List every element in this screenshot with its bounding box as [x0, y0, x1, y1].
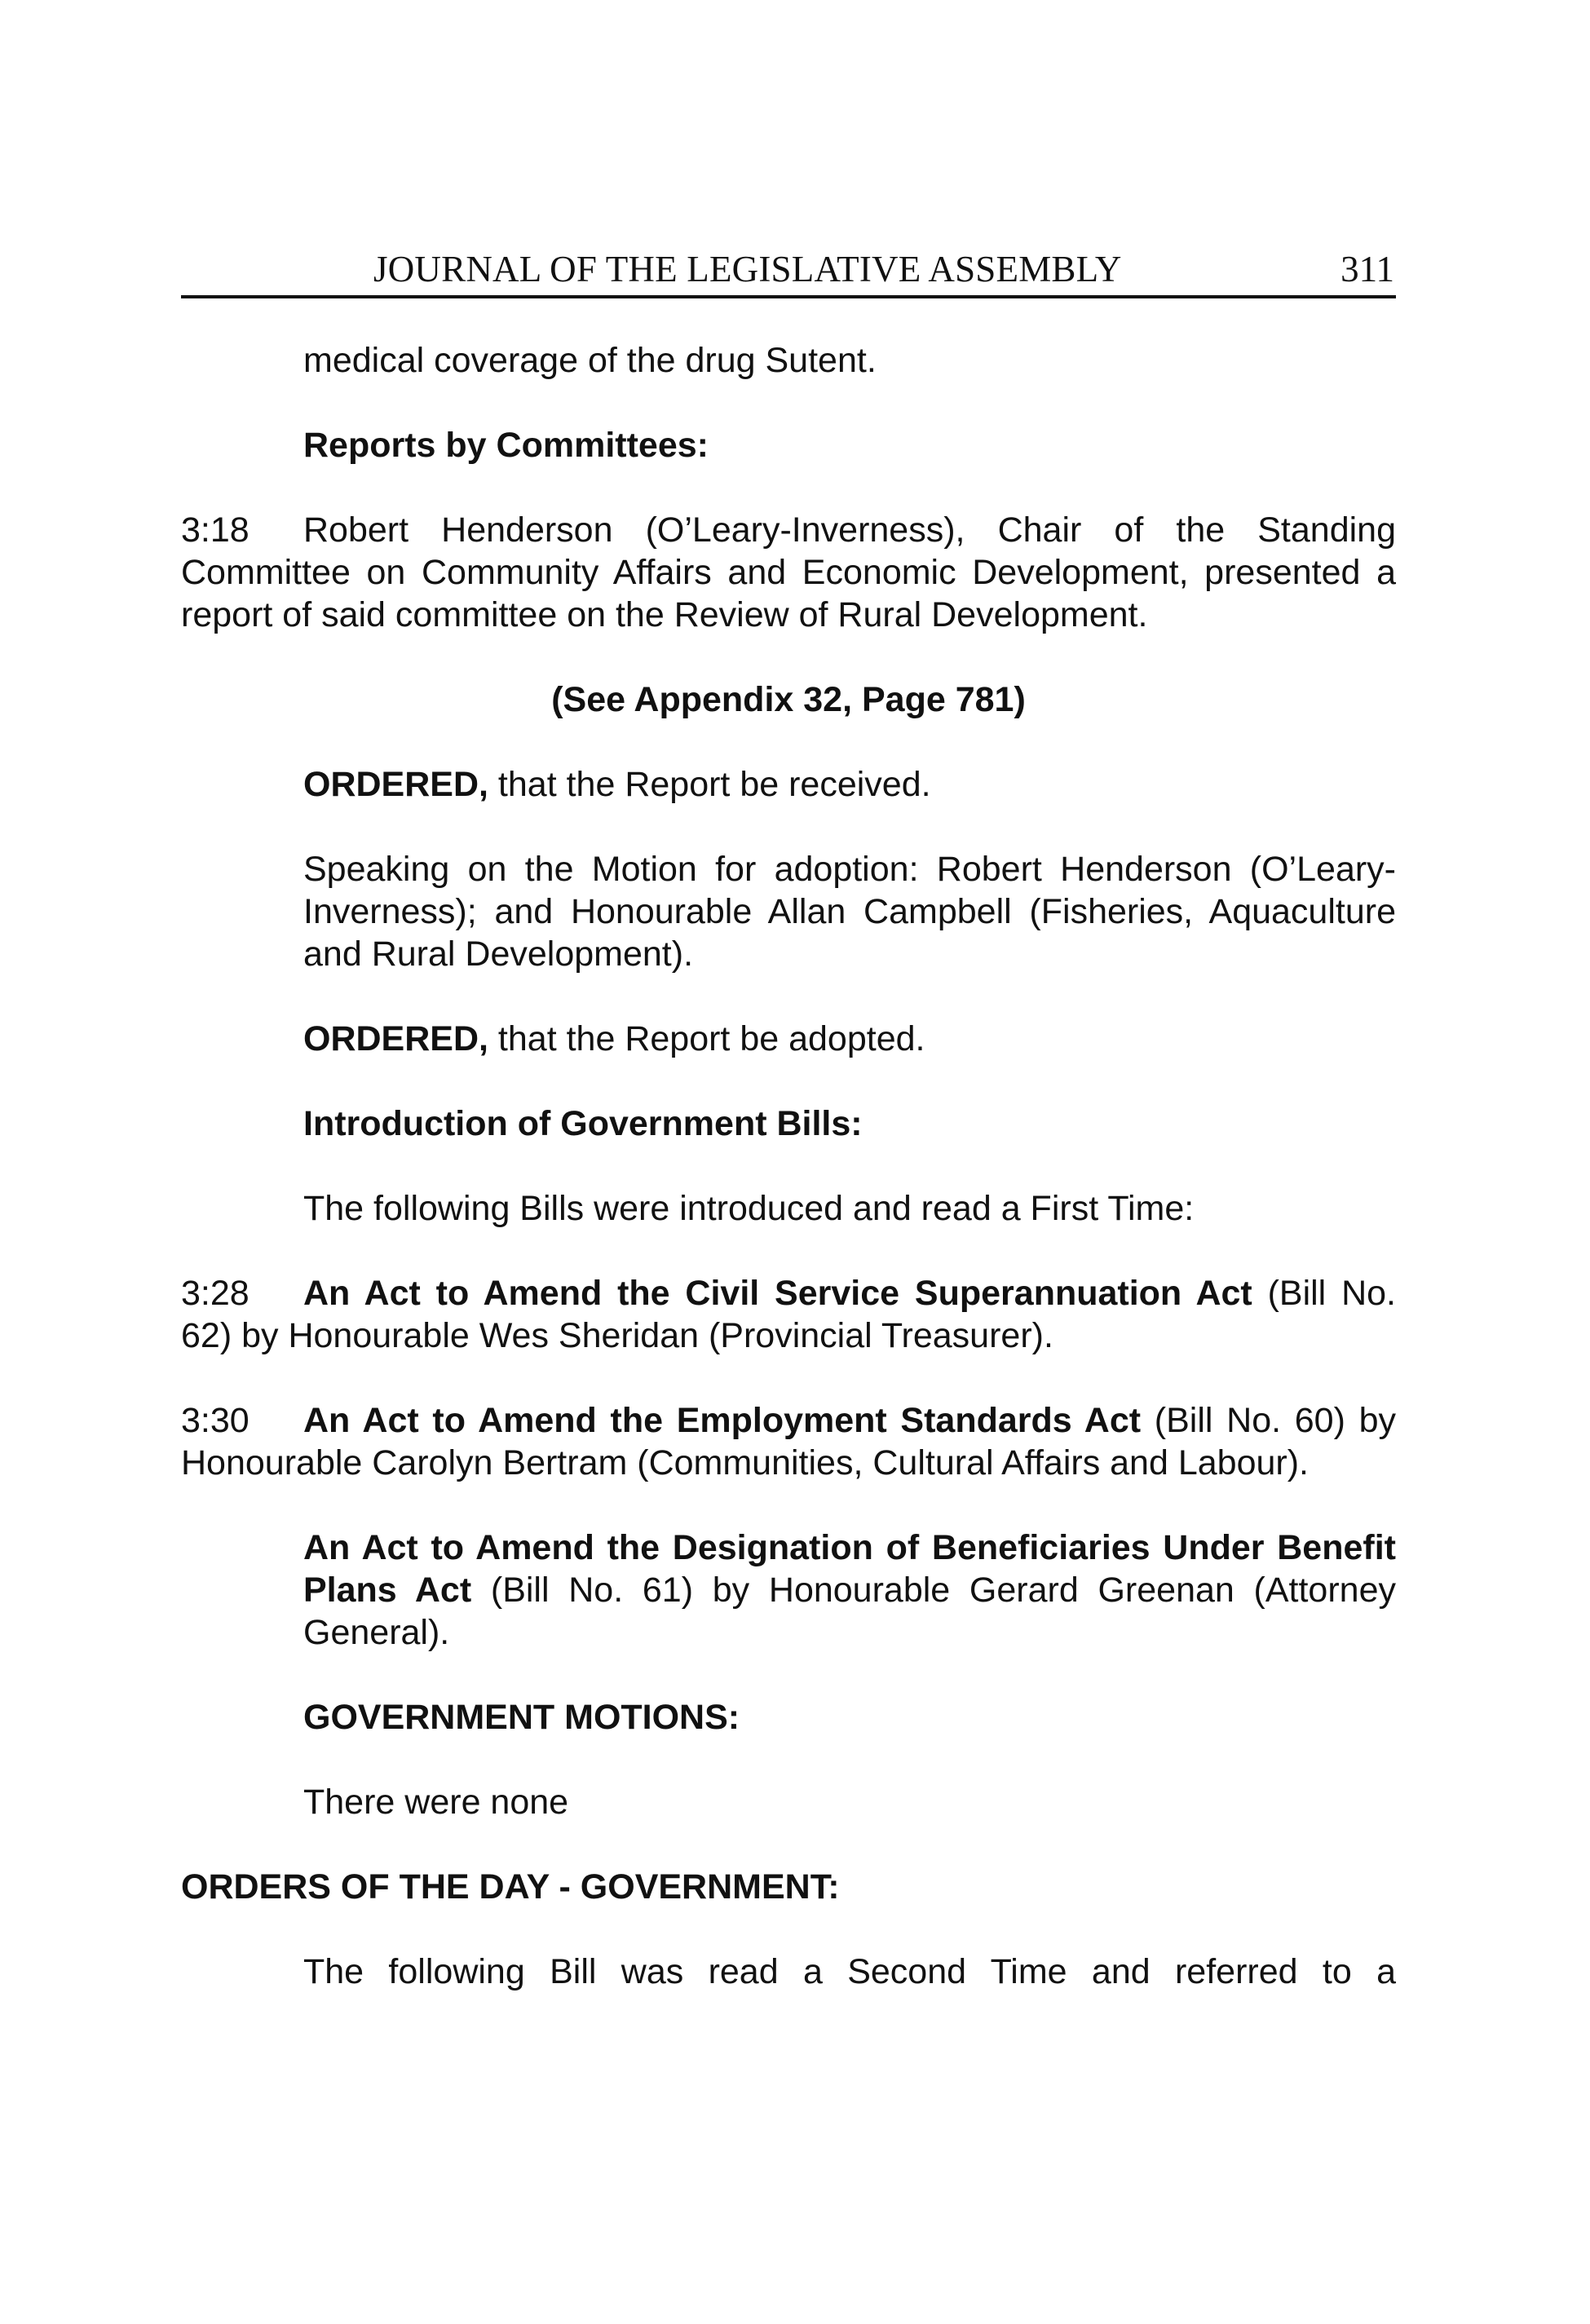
ordered-label: ORDERED, [303, 765, 488, 804]
bill-time: 3:28 [181, 1274, 250, 1313]
report-time: 3:18 [181, 510, 250, 550]
ordered-received [181, 763, 1396, 806]
ordered-label: ORDERED, [303, 1019, 488, 1058]
intro-heading: Introduction of Government Bills: [303, 1104, 863, 1143]
journal-page [181, 236, 1396, 1993]
reports-heading: Reports by Committees: [303, 426, 709, 465]
page-header [181, 236, 1396, 298]
last-line: The following Bill was read a Second Time and referred to a [303, 1952, 1396, 1991]
bill-entry [181, 1399, 1396, 1484]
report-text: Robert Henderson (O’Leary-Inverness), Chair of the Standing Committee on Community Affairs and Economic Development, presented a report of said committee on the Review of Rural Development. [181, 510, 1396, 634]
ordered-received-text: that the Report be received. [497, 765, 931, 804]
bill-details: (Bill No. 62) by Honourable Wes Sheridan (Provincial Treasurer). [181, 1274, 1396, 1355]
page-number: 311 [1340, 249, 1394, 289]
bill-title: An Act to Amend the Employment Standards Act [303, 1401, 1142, 1440]
ordered-adopted-text: that the Report be adopted. [497, 1019, 925, 1058]
bills-intro: The following Bills were introduced and read a First Time: [303, 1189, 1195, 1228]
bill-details: (Bill No. 60) by Honourable Carolyn Bertram (Communities, Cultural Affairs and Labour). [181, 1401, 1397, 1482]
bill-time: 3:30 [181, 1401, 250, 1440]
bill-title: An Act to Amend the Designation of Beneficiaries Under Benefit Plans Act [303, 1528, 1396, 1610]
bill-entry [181, 1527, 1396, 1654]
report-entry [181, 509, 1396, 636]
none-text: There were none [303, 1783, 569, 1822]
speaking-paragraph: Speaking on the Motion for adoption: Robert Henderson (O’Leary-Inverness); and Honourable Allan Campbell (Fisheries, Aquaculture and Rural Development). [303, 850, 1396, 974]
bill-title: An Act to Amend the Civil Service Superannuation Act [303, 1274, 1252, 1313]
journal-title: JOURNAL OF THE LEGISLATIVE ASSEMBLY [373, 249, 1122, 289]
government-motions-heading: GOVERNMENT MOTIONS: [303, 1698, 740, 1737]
bill-details: (Bill No. 61) by Honourable Gerard Greenan (Attorney General). [303, 1571, 1396, 1652]
orders-of-the-day-heading: ORDERS OF THE DAY - GOVERNMENT: [181, 1867, 840, 1906]
appendix-reference: (See Appendix 32, Page 781) [551, 680, 1026, 719]
ordered-adopted [181, 1018, 1396, 1060]
continued-text: medical coverage of the drug Sutent. [303, 341, 877, 380]
bill-entry [181, 1272, 1396, 1357]
